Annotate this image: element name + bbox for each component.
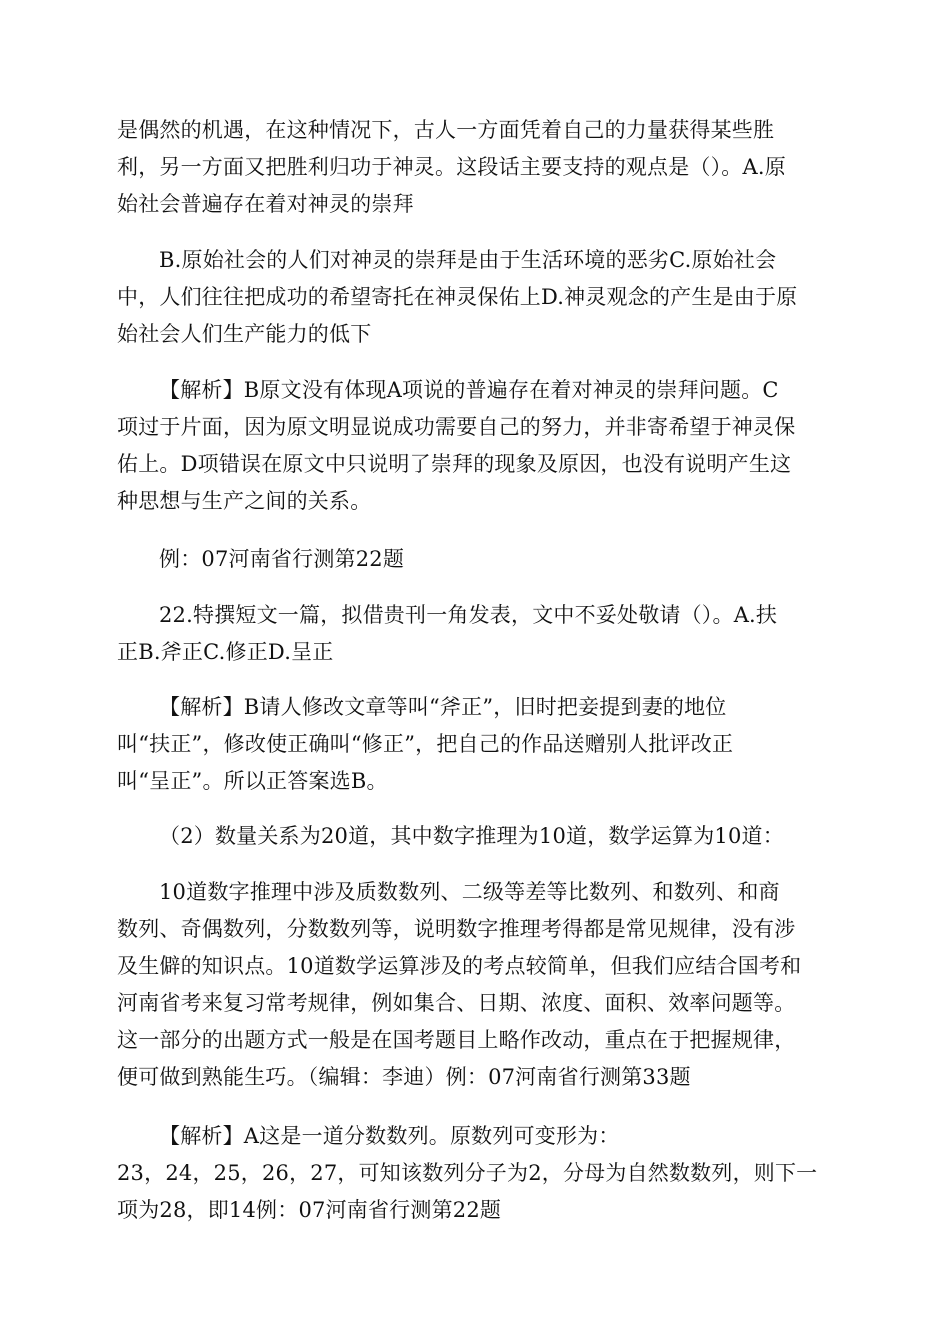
text-line: 这一部分的出题方式一般是在国考题目上略作改动，重点在于把握规律， [117,1028,796,1052]
question-22-paragraph [117,597,837,671]
body-paragraph [117,874,837,1096]
text-line: 利，另一方面又把胜利归功于神灵。这段话主要支持的观点是（）。A.原 [117,155,786,179]
text-line: 河南省考来复习常考规律，例如集合、日期、浓度、面积、效率问题等。 [117,991,796,1015]
text-line: 叫“扶正”，修改使正确叫“修正”，把自己的作品送赠别人批评改正 [117,732,734,756]
analysis-paragraph [117,689,837,800]
analysis-paragraph [117,1118,837,1229]
text-line: 【解析】A这是一道分数数列。原数列可变形为： [159,1124,620,1148]
text-line: 项过于片面，因为原文明显说成功需要自己的努力，并非寄希望于神灵保 [117,415,796,439]
text-line: B.原始社会的人们对神灵的崇拜是由于生活环境的恶劣C.原始社会 [159,248,777,272]
text-line: 种思想与生产之间的关系。 [117,489,372,513]
text-line: 便可做到熟能生巧。（编辑：李迪）例：07河南省行测第33题 [117,1065,691,1089]
example-heading [117,541,837,578]
text-line: 始社会人们生产能力的低下 [117,322,372,346]
analysis-paragraph [117,372,837,520]
text-line: 中，人们往往把成功的希望寄托在神灵保佑上D.神灵观念的产生是由于原 [117,285,798,309]
text-line: 及生僻的知识点。10道数学运算涉及的考点较简单，但我们应结合国考和 [117,954,802,978]
question-text-paragraph [117,112,837,223]
text-line: 23，24，25，26，27，可知该数列分子为2，分母为自然数数列，则下一 [117,1161,818,1185]
text-line: 佑上。D项错误在原文中只说明了崇拜的现象及原因，也没有说明产生这 [117,452,792,476]
text-line: 22.特撰短文一篇，拟借贵刊一角发表，文中不妥处敬请（）。A.扶 [159,603,778,627]
text-line: 是偶然的机遇，在这种情况下，古人一方面凭着自己的力量获得某些胜 [117,118,775,142]
text-line: 正B.斧正C.修正D.呈正 [117,640,334,664]
text-line: 【解析】B原文没有体现A项说的普遍存在着对神灵的崇拜问题。C [159,378,779,402]
text-line: 【解析】B请人修改文章等叫“斧正”，旧时把妾提到妻的地位 [159,695,727,719]
text-line: 项为28，即14例：07河南省行测第22题 [117,1198,502,1222]
answer-options-paragraph [117,242,837,353]
section-heading [117,818,837,855]
text-line: 数列、奇偶数列，分数数列等，说明数字推理考得都是常见规律，没有涉 [117,917,796,941]
text-line: （2）数量关系为20道，其中数字推理为10道，数学运算为10道： [159,824,784,848]
text-line: 例：07河南省行测第22题 [159,547,405,571]
text-line: 始社会普遍存在着对神灵的崇拜 [117,192,414,216]
text-line: 10道数字推理中涉及质数数列、二级等差等比数列、和数列、和商 [159,880,780,904]
text-line: 叫“呈正”。所以正答案选B。 [117,769,388,793]
